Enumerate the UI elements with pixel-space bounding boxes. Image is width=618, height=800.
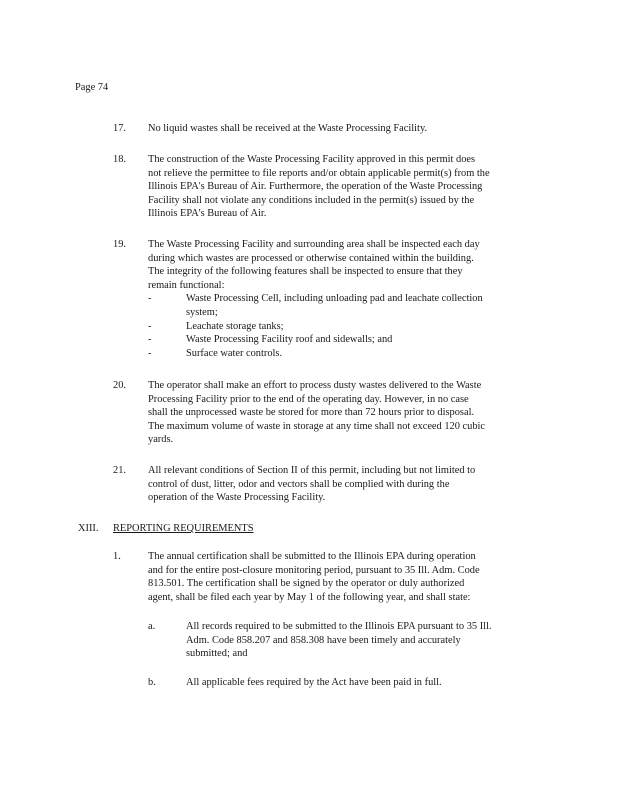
item-number: 19. bbox=[113, 239, 126, 250]
text-line: All applicable fees required by the Act have been paid in full. bbox=[186, 677, 442, 688]
page-header: Page 74 bbox=[75, 82, 109, 93]
text-line: Illinois EPA's Bureau of Air. bbox=[148, 208, 267, 220]
text-line: All relevant conditions of Section II of this permit, including but not limited to bbox=[148, 465, 476, 476]
item-number: 21. bbox=[113, 465, 126, 476]
text-line: The maximum volume of waste in storage at any time shall not exceed 120 cubic bbox=[148, 420, 486, 432]
text-line: The construction of the Waste Processing Facility approved in this permit does bbox=[148, 154, 476, 165]
text-line: Surface water controls. bbox=[186, 347, 283, 359]
text-line: The integrity of the following features shall be inspected to ensure that they bbox=[148, 266, 463, 278]
text-line: The Waste Processing Facility and surrounding area shall be inspected each day bbox=[148, 239, 480, 250]
text-line: and for the entire post-closure monitoring period, pursuant to 35 Ill. Adm. Code bbox=[148, 564, 480, 576]
text-line: 813.501. The certification shall be signed by the operator or duly authorized bbox=[148, 578, 465, 590]
section-number: XIII. bbox=[78, 523, 99, 534]
list-item bbox=[148, 347, 548, 361]
text-line: Illinois EPA's Bureau of Air. Furthermore, the operation of the Waste Processing bbox=[148, 181, 483, 193]
text-line: operation of the Waste Processing Facility. bbox=[148, 492, 326, 504]
text-line: not relieve the permittee to file reports and/or obtain applicable permit(s) from the bbox=[148, 167, 490, 179]
item-text bbox=[148, 379, 548, 447]
text-line: Facility shall not violate any conditions included in the permit(s) issued by the bbox=[148, 194, 475, 206]
text-line: system; bbox=[186, 306, 218, 318]
text-line: shall the unprocessed waste be stored for more than 72 hours prior to disposal. bbox=[148, 407, 475, 419]
text-line: agent, shall be filed each year by May 1 of the following year, and shall state: bbox=[148, 591, 471, 603]
text-line: remain functional: bbox=[148, 279, 225, 291]
text-line: Processing Facility prior to the end of the operating day. However, in no case bbox=[148, 393, 469, 405]
item-text bbox=[148, 550, 548, 604]
list-item bbox=[148, 333, 548, 347]
item-number: 17. bbox=[113, 123, 126, 134]
text-line: Leachate storage tanks; bbox=[186, 320, 284, 332]
text-line: All records required to be submitted to the Illinois EPA pursuant to 35 Ill. bbox=[186, 621, 492, 632]
text-line: Adm. Code 858.207 and 858.308 have been timely and accurately bbox=[186, 634, 461, 646]
item-text bbox=[148, 153, 548, 221]
text-line: Waste Processing Cell, including unloading pad and leachate collection bbox=[186, 293, 483, 305]
text-line: The annual certification shall be submitted to the Illinois EPA during operation bbox=[148, 551, 476, 562]
list-dash: - bbox=[148, 347, 152, 359]
item-number: 1. bbox=[113, 551, 121, 562]
text-line: Waste Processing Facility roof and sidewalls; and bbox=[186, 334, 393, 346]
text-line: submitted; and bbox=[186, 648, 248, 660]
item-number: 18. bbox=[113, 154, 126, 165]
list-item bbox=[148, 292, 548, 319]
section-title: REPORTING REQUIREMENTS bbox=[113, 523, 254, 534]
text-line: yards. bbox=[148, 434, 174, 446]
text-line: during which wastes are processed or otherwise contained within the building. bbox=[148, 252, 474, 264]
list-dash: - bbox=[148, 334, 152, 346]
sub-item-letter: a. bbox=[148, 621, 156, 632]
list-dash: - bbox=[148, 320, 152, 332]
item-text bbox=[148, 122, 548, 136]
item-number: 20. bbox=[113, 380, 126, 391]
sub-item-letter: b. bbox=[148, 677, 156, 688]
text-line: The operator shall make an effort to process dusty wastes delivered to the Waste bbox=[148, 380, 482, 391]
list-item bbox=[148, 320, 548, 334]
sub-item-text bbox=[186, 676, 526, 690]
text-line: control of dust, litter, odor and vectors shall be complied with during the bbox=[148, 478, 450, 490]
item-text bbox=[148, 238, 548, 360]
list-dash: - bbox=[148, 293, 152, 305]
text-line: No liquid wastes shall be received at the Waste Processing Facility. bbox=[148, 123, 428, 134]
inspection-feature-list bbox=[148, 292, 548, 360]
sub-item-text bbox=[186, 620, 526, 661]
item-text bbox=[148, 464, 548, 505]
